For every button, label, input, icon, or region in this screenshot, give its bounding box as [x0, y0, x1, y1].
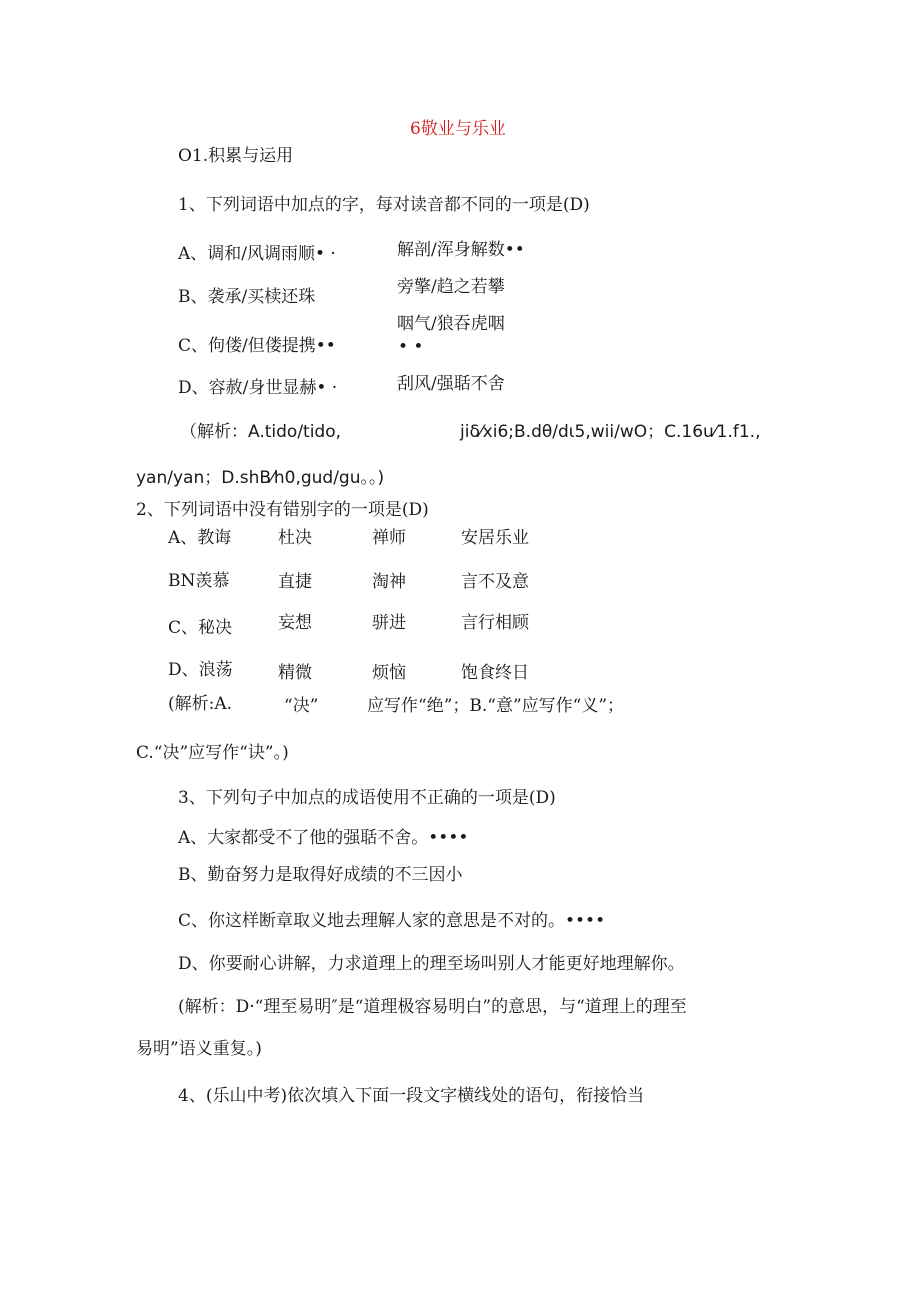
q3-option-c: C、你这样断章取义地去理解人家的意思是不对的。••••	[178, 911, 606, 931]
q1-option-d-left: D、容赦/身世显赫• ·	[178, 378, 338, 398]
q3-option-d: D、你要耐心讲解，力求道理上的理至场叫别人才能更好地理解你。	[178, 954, 685, 974]
q2-analysis-part-3: 应写作“绝”；B.“意”应写作“义”；	[367, 696, 625, 716]
q3-option-a: A、大家都受不了他的强聒不舍。••••	[178, 828, 469, 848]
q2-cell: 安居乐业	[461, 528, 529, 548]
q2-cell: D、浪荡	[168, 660, 233, 680]
q2-cell: A、教诲	[168, 528, 232, 548]
q2-cell: 烦恼	[372, 663, 406, 683]
q2-cell: 杜决	[278, 528, 312, 548]
q1-stem: 1、下列词语中加点的字，每对读音都不同的一项是(D)	[178, 195, 590, 215]
q2-cell: 言不及意	[461, 572, 529, 592]
q1-option-c-right: 咽气/狼吞虎咽	[397, 314, 505, 334]
q2-cell: 妄想	[278, 613, 312, 633]
section-heading: O1.积累与运用	[178, 146, 294, 166]
q3-analysis-line-2: 易明”语义重复。)	[136, 1039, 262, 1059]
q3-analysis-line-1: (解析：D·“理至易明″是“道理极容易明白”的意思，与“道理上的理至	[178, 997, 687, 1017]
q2-cell: C、秘决	[168, 618, 233, 638]
q1-option-a-right: 解剖/浑身解数••	[397, 240, 525, 260]
q1-option-c-left: C、佝偻/但偻提携••	[178, 336, 336, 356]
q2-cell: 精微	[278, 663, 312, 683]
q1-analysis-line-2: yan/yan；D.shB⁄h0,gud/gu。。)	[136, 468, 385, 488]
q1-analysis-part-1: （解析：A.tido/tido,	[180, 422, 342, 442]
q1-option-b-right: 旁擎/趋之若攀	[397, 277, 505, 297]
q1-option-b-left: B、袭承/买椟还珠	[178, 287, 316, 307]
q4-stem: 4、(乐山中考)依次填入下面一段文字横线处的语句，衔接恰当	[178, 1086, 645, 1106]
q2-cell: 禅师	[372, 528, 406, 548]
q2-cell: BN羡慕	[168, 571, 230, 591]
q2-stem: 2、下列词语中没有错别字的一项是(D)	[136, 500, 429, 520]
page-title: 6敬业与乐业	[410, 119, 506, 139]
q1-option-a-left: A、调和/风调雨顺• ·	[178, 244, 336, 264]
q2-cell: 骈进	[372, 613, 406, 633]
q2-cell: 言行相顾	[461, 613, 529, 633]
q2-analysis-line-2: C.“决”应写作“诀”。)	[136, 743, 289, 763]
q2-cell: 直捷	[278, 572, 312, 592]
q3-stem: 3、下列句子中加点的成语使用不正确的一项是(D)	[178, 788, 556, 808]
q2-analysis-part-1: (解析:A.	[168, 694, 233, 714]
q1-option-c-dots: • •	[398, 337, 424, 357]
q3-option-b: B、勤奋努力是取得好成绩的不三因小	[178, 865, 463, 885]
q2-cell: 饱食终日	[461, 663, 529, 683]
q1-option-d-right: 刮风/强聒不舍	[397, 374, 505, 394]
q2-cell: 淘神	[372, 572, 406, 592]
q2-analysis-part-2: “决”	[284, 696, 319, 716]
q1-analysis-part-2: jiδ⁄xi6;B.dθ/dι5,wii/wO；C.16u⁄1.f1.,	[460, 422, 761, 442]
